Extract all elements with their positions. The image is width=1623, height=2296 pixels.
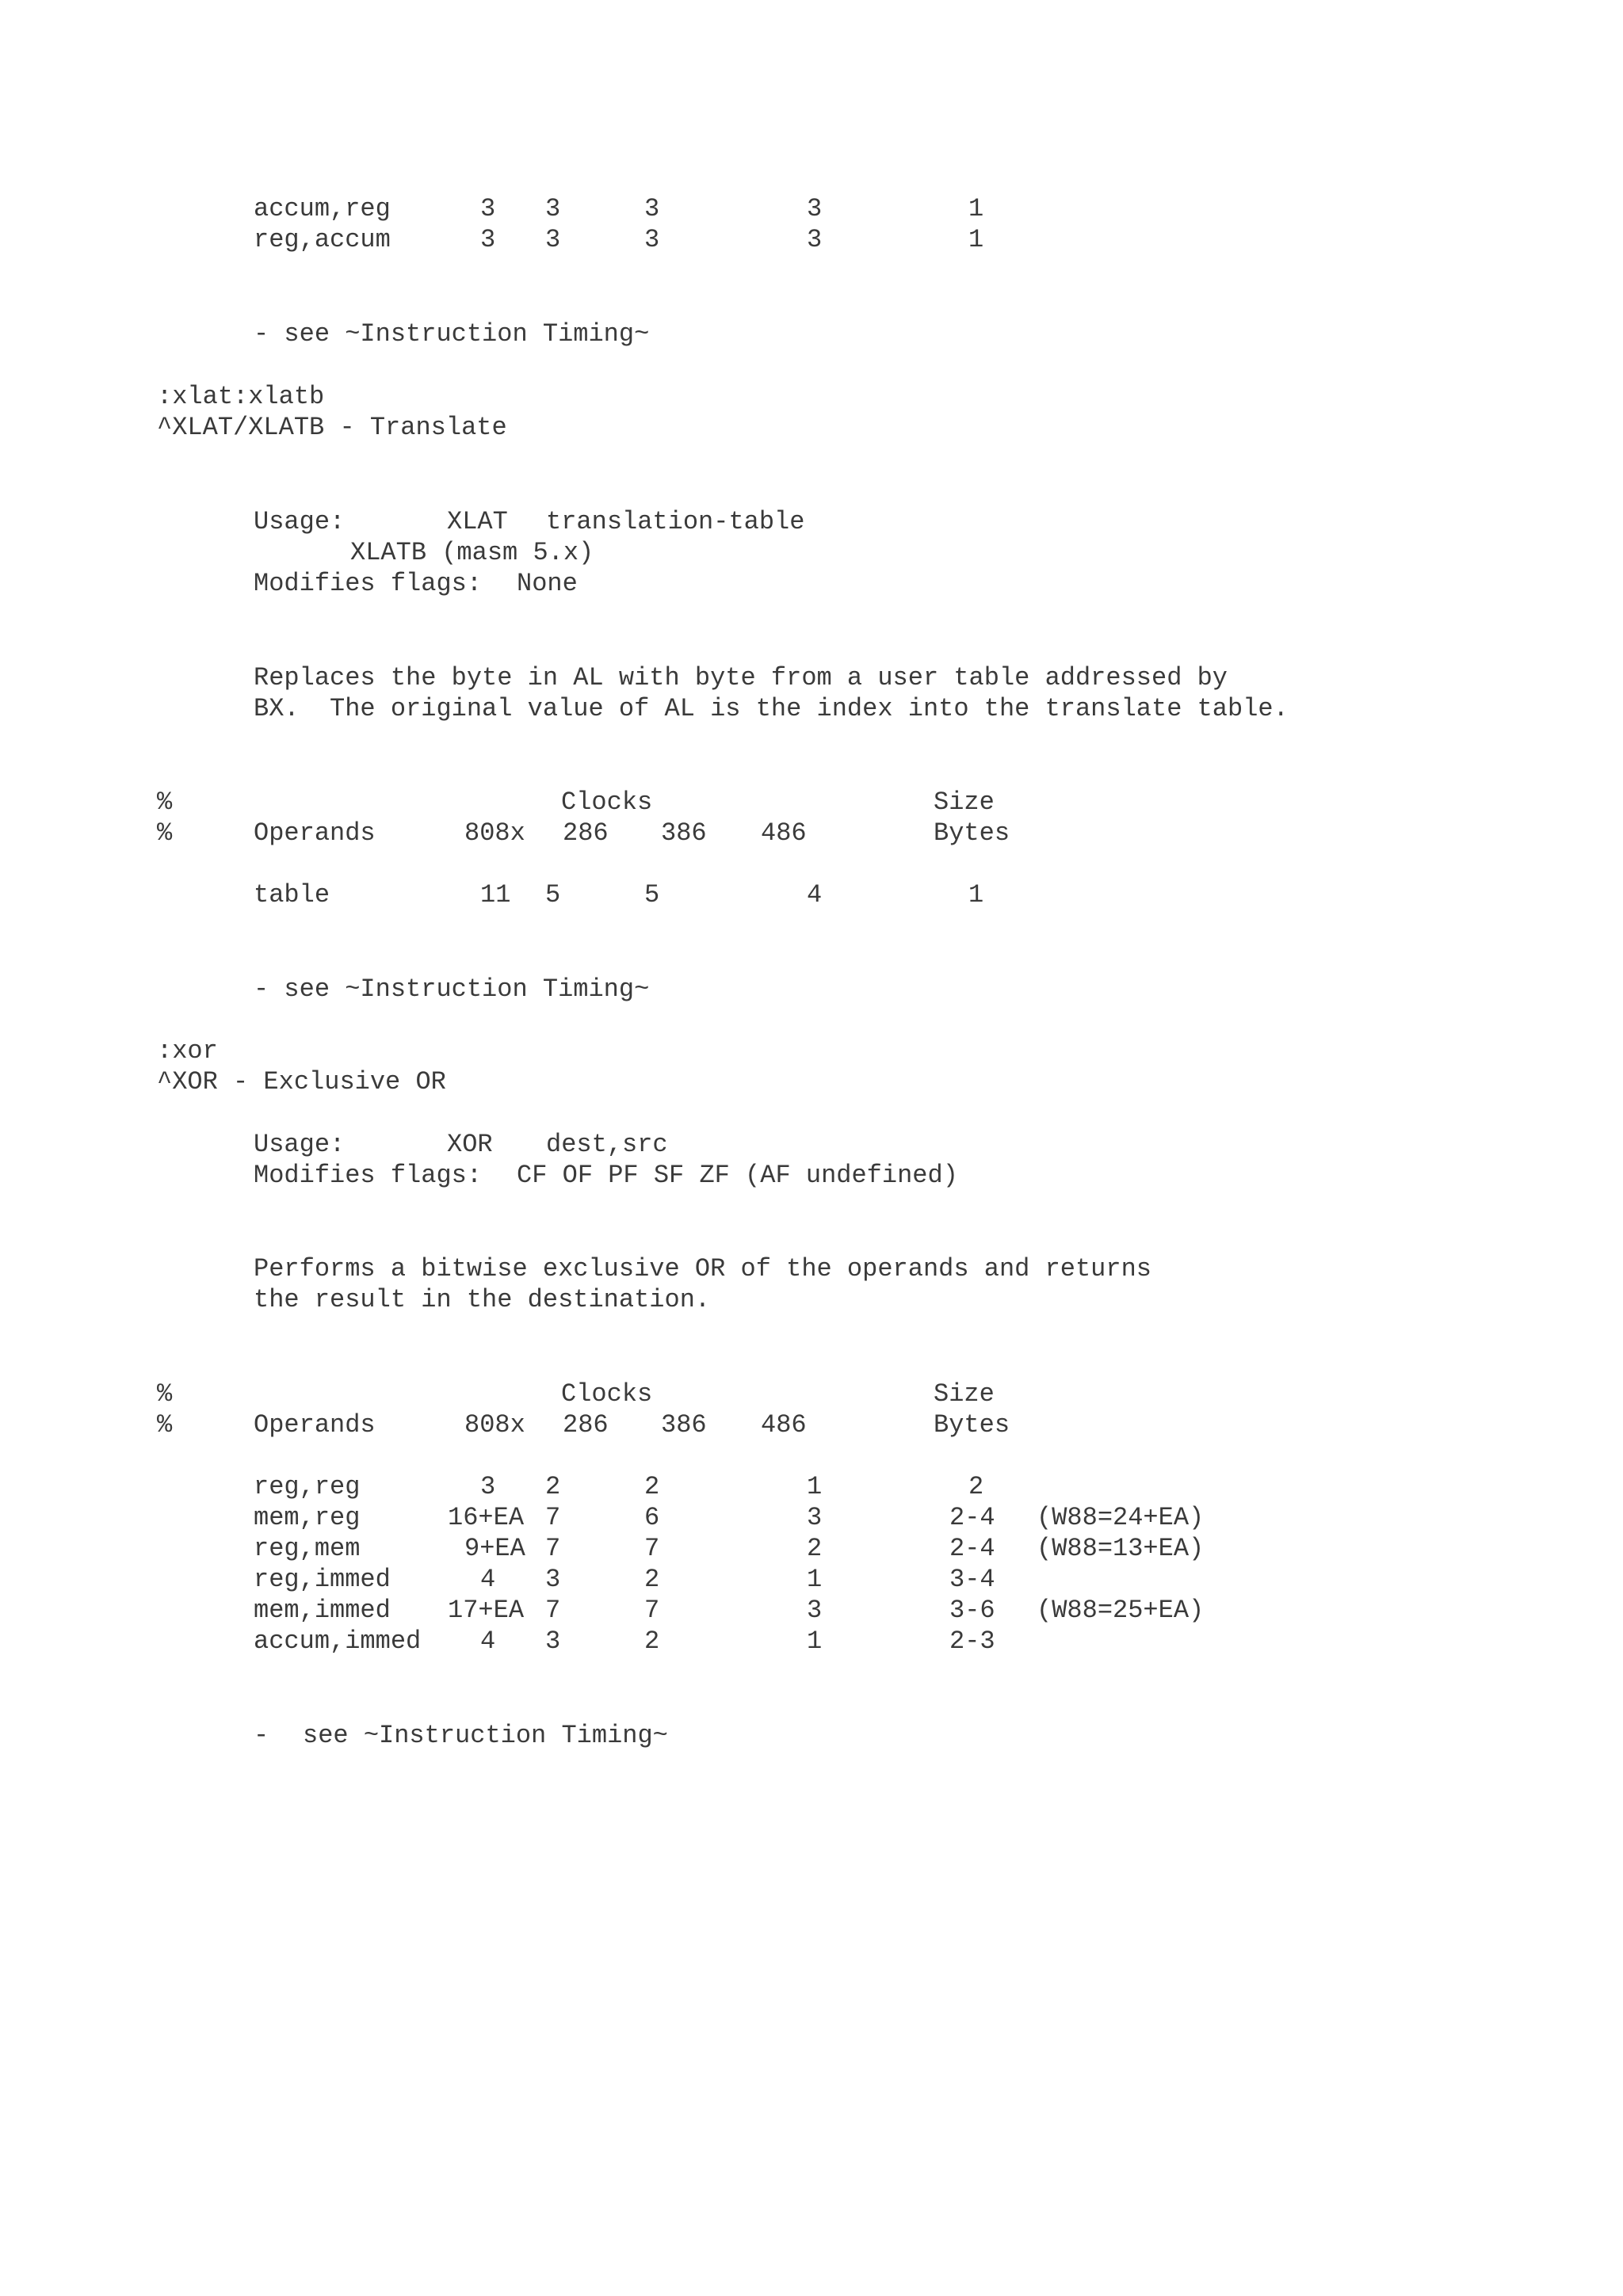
col-386-header: 386 [661, 818, 707, 848]
col-486-header: 486 [761, 1410, 807, 1440]
bytes-cell: 2-4 [949, 1503, 995, 1532]
clock-808x-cell: 11 [480, 880, 511, 910]
size-header: Size [934, 788, 995, 817]
bytes-cell: 2 [968, 1472, 984, 1501]
clock-486-cell: 1 [807, 1627, 823, 1656]
clock-808x-cell: 4 [480, 1565, 496, 1594]
operands-cell: reg,accum [254, 225, 391, 254]
clock-286-cell: 3 [545, 1565, 561, 1594]
bytes-cell: 1 [968, 194, 984, 223]
clock-808x-cell: 4 [480, 1627, 496, 1656]
description-line: BX. The original value of AL is the index into the translate table. [254, 694, 1289, 723]
clock-386-cell: 7 [644, 1596, 660, 1625]
description-line: Replaces the byte in AL with byte from a user table addressed by [254, 663, 1228, 692]
clock-386-cell: 2 [644, 1565, 660, 1594]
clock-486-cell: 1 [807, 1565, 823, 1594]
timing-note: (W88=24+EA) [1037, 1503, 1205, 1532]
col-808x-header: 808x [464, 1410, 525, 1440]
section-title: ^XLAT/XLATB - Translate [157, 413, 507, 442]
clock-808x-cell: 3 [480, 225, 496, 254]
clock-386-cell: 3 [644, 225, 660, 254]
usage-mnemonic: XLAT [447, 507, 508, 536]
bytes-cell: 2-4 [949, 1534, 995, 1563]
clock-286-cell: 7 [545, 1596, 561, 1625]
bytes-cell: 1 [968, 880, 984, 910]
topic-tag: :xlat:xlatb [157, 382, 325, 411]
section-title: ^XOR - Exclusive OR [157, 1067, 446, 1097]
usage-operands: dest,src [546, 1130, 668, 1159]
clock-808x-cell: 9+EA [464, 1534, 525, 1563]
clock-286-cell: 3 [545, 194, 561, 223]
clocks-header: Clocks [561, 788, 653, 817]
bytes-header: Bytes [934, 1410, 1010, 1440]
clock-386-cell: 2 [644, 1627, 660, 1656]
bytes-cell: 3-6 [949, 1596, 995, 1625]
clock-286-cell: 3 [545, 1627, 561, 1656]
timing-note: (W88=13+EA) [1037, 1534, 1205, 1563]
flags-label: Modifies flags: [254, 569, 483, 598]
usage-alt: XLATB (masm 5.x) [350, 538, 594, 567]
col-486-header: 486 [761, 818, 807, 848]
clock-286-cell: 3 [545, 225, 561, 254]
col-386-header: 386 [661, 1410, 707, 1440]
flags-label: Modifies flags: [254, 1161, 483, 1190]
clock-486-cell: 3 [807, 194, 823, 223]
clock-486-cell: 1 [807, 1472, 823, 1501]
operands-cell: reg,mem [254, 1534, 361, 1563]
clock-486-cell: 3 [807, 225, 823, 254]
bytes-header: Bytes [934, 818, 1010, 848]
clock-486-cell: 2 [807, 1534, 823, 1563]
size-header: Size [934, 1379, 995, 1409]
clock-286-cell: 5 [545, 880, 561, 910]
clock-286-cell: 7 [545, 1534, 561, 1563]
description-line: the result in the destination. [254, 1285, 711, 1314]
clock-386-cell: 2 [644, 1472, 660, 1501]
bytes-cell: 3-4 [949, 1565, 995, 1594]
operands-cell: accum,immed [254, 1627, 422, 1656]
flags-value: None [517, 569, 578, 598]
clock-386-cell: 7 [644, 1534, 660, 1563]
see-also-link[interactable]: - see ~Instruction Timing~ [254, 319, 650, 349]
operands-cell: accum,reg [254, 194, 391, 223]
clock-808x-cell: 3 [480, 194, 496, 223]
col-286-header: 286 [563, 1410, 609, 1440]
clock-286-cell: 2 [545, 1472, 561, 1501]
clock-486-cell: 3 [807, 1503, 823, 1532]
col-286-header: 286 [563, 818, 609, 848]
topic-tag: :xor [157, 1036, 218, 1066]
operands-cell: reg,reg [254, 1472, 361, 1501]
operands-cell: reg,immed [254, 1565, 391, 1594]
percent-marker: % [157, 818, 173, 848]
clock-808x-cell: 16+EA [448, 1503, 525, 1532]
usage-mnemonic: XOR [447, 1130, 493, 1159]
description-line: Performs a bitwise exclusive OR of the operands and returns [254, 1254, 1151, 1283]
usage-label: Usage: [254, 507, 346, 536]
timing-note: (W88=25+EA) [1037, 1596, 1205, 1625]
usage-label: Usage: [254, 1130, 346, 1159]
flags-value: CF OF PF SF ZF (AF undefined) [517, 1161, 958, 1190]
operands-cell: mem,immed [254, 1596, 391, 1625]
percent-marker: % [157, 1410, 173, 1440]
see-also-link[interactable]: see ~Instruction Timing~ [303, 1721, 668, 1750]
clock-386-cell: 5 [644, 880, 660, 910]
see-also-dash: - [254, 1721, 269, 1750]
clock-808x-cell: 17+EA [448, 1596, 525, 1625]
clocks-header: Clocks [561, 1379, 653, 1409]
bytes-cell: 1 [968, 225, 984, 254]
operands-cell: table [254, 880, 330, 910]
clock-386-cell: 3 [644, 194, 660, 223]
operands-cell: mem,reg [254, 1503, 361, 1532]
operands-header: Operands [254, 818, 376, 848]
percent-marker: % [157, 1379, 173, 1409]
clock-808x-cell: 3 [480, 1472, 496, 1501]
operands-header: Operands [254, 1410, 376, 1440]
percent-marker: % [157, 788, 173, 817]
clock-386-cell: 6 [644, 1503, 660, 1532]
bytes-cell: 2-3 [949, 1627, 995, 1656]
clock-486-cell: 4 [807, 880, 823, 910]
clock-286-cell: 7 [545, 1503, 561, 1532]
usage-operands: translation-table [546, 507, 805, 536]
see-also-link[interactable]: - see ~Instruction Timing~ [254, 974, 650, 1004]
clock-486-cell: 3 [807, 1596, 823, 1625]
col-808x-header: 808x [464, 818, 525, 848]
